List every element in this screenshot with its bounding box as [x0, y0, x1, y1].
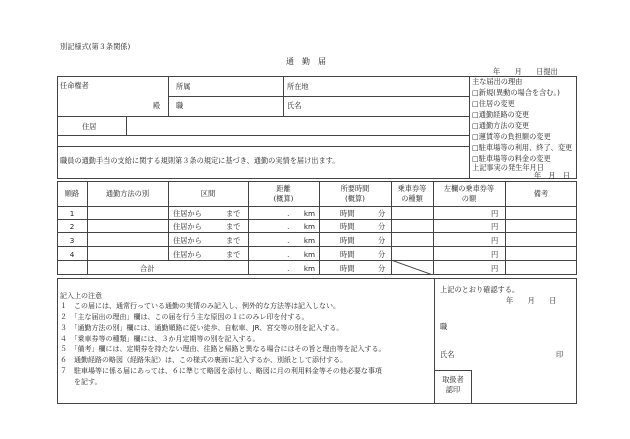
affiliation-label: 所属 — [176, 82, 191, 91]
route-number: 1 — [69, 209, 75, 218]
total-diagonal — [391, 260, 433, 275]
distance-cell[interactable]: . km — [287, 209, 315, 218]
submission-date: 年 月 日提出 — [493, 67, 558, 76]
note-item: ５ 「備考」欄には、定期券を持たない理由、往路と帰路と異なる場合にはその旨と理由等を記入する。 — [60, 345, 386, 353]
total-time-minutes[interactable]: 分 — [378, 264, 386, 273]
handler-label: 取扱者 認印 — [442, 375, 464, 394]
section-to: まで — [226, 222, 241, 231]
reason-route-change[interactable]: □通勤経路の変更 — [472, 110, 530, 119]
total-yen[interactable]: 円 — [491, 264, 499, 273]
route-number: 4 — [69, 250, 75, 259]
time-hours[interactable]: 時間 — [340, 209, 355, 218]
honorific: 殿 — [153, 101, 161, 110]
col-distance-header: 距離 (概算) — [273, 184, 294, 203]
ticket-yen[interactable]: 円 — [491, 209, 499, 218]
reason-parking-fee[interactable]: □駐車場等の料金の変更 — [472, 154, 551, 163]
col-route-header: 順路 — [64, 189, 80, 198]
time-hours[interactable]: 時間 — [340, 222, 355, 231]
note-item: ４ 「乗車券等の種類」欄には、３か月定期等の別を記入する。 — [60, 335, 260, 343]
form-title: 通 勤 届 — [286, 57, 326, 66]
section-to: まで — [226, 250, 241, 259]
note-item: ２ 「主な届出の理由」欄は、この届を行う主な原因の１にのみレ印を付する。 — [60, 313, 309, 321]
location-label: 所在地 — [287, 82, 309, 91]
reason-parking-usage[interactable]: □駐車場等の利用、終了、変更 — [472, 143, 573, 152]
total-time-hours[interactable]: 時間 — [340, 264, 355, 273]
total-label: 合計 — [140, 264, 155, 273]
note-item: ６ 通勤経路の略図（経路朱記）は、この様式の裏面に記入するか、別紙として添付する。 — [60, 356, 347, 364]
confirmation-text: 上記のとおり確認する。 — [440, 285, 520, 294]
distance-cell[interactable]: . km — [287, 236, 315, 245]
appointer-label: 任命権者 — [60, 81, 89, 90]
notes-title: 記入上の注意 — [60, 292, 102, 300]
section-from[interactable]: 住居から — [173, 209, 202, 218]
col-remarks-header: 備考 — [533, 189, 549, 198]
total-distance[interactable]: . km — [287, 264, 315, 273]
section-to: まで — [226, 236, 241, 245]
time-minutes[interactable]: 分 — [378, 209, 386, 218]
confirmation-date: 年 月 日 — [506, 296, 557, 305]
form-number: 別記様式(第３条関係) — [60, 42, 131, 51]
residence-label: 住居 — [82, 122, 97, 131]
distance-cell[interactable]: . km — [287, 250, 315, 259]
section-from[interactable]: 住居から — [173, 222, 202, 231]
section-to: まで — [226, 209, 241, 218]
time-hours[interactable]: 時間 — [340, 236, 355, 245]
col-ticket-amount-header: 左欄の乗車券等 の額 — [443, 184, 495, 203]
seal-mark: 印 — [556, 350, 564, 359]
route-number: 3 — [69, 236, 75, 245]
event-date-value: 年 月 日 — [534, 171, 570, 180]
declaration-text: 職員の通勤手当の支給に関する規則第３条の規定に基づき、通勤の実情を届け出ます。 — [60, 156, 340, 165]
reason-fare-change[interactable]: □運賃等の負担額の変更 — [472, 132, 551, 141]
col-method-header: 通勤方法の別 — [105, 189, 150, 198]
distance-cell[interactable]: . km — [287, 222, 315, 231]
col-time-header: 所要時間 (概算) — [340, 184, 370, 203]
col-ticket-type-header: 乗車券等 の種類 — [397, 184, 427, 203]
reason-new[interactable]: □新規(異動の場合を含む｡) — [472, 88, 560, 97]
confirmer-position-label: 職 — [440, 322, 448, 331]
time-minutes[interactable]: 分 — [378, 236, 386, 245]
note-item: ７ 駐車場等に係る届にあっては、６に準じて略図を添付し、略図に月の利用料金等その他必要な事項 — [60, 367, 382, 375]
time-minutes[interactable]: 分 — [378, 250, 386, 259]
reason-method-change[interactable]: □通勤方法の変更 — [472, 121, 530, 130]
note-item: １ この届には、通常行っている通勤の実情のみ記入し、例外的な方法等は記入しない。 — [60, 302, 340, 310]
section-from[interactable]: 住居から — [173, 250, 202, 259]
event-date-label: 上記事実の発生年月日 — [472, 163, 544, 172]
time-hours[interactable]: 時間 — [340, 250, 355, 259]
reason-residence-change[interactable]: □住居の変更 — [472, 99, 515, 108]
reasons-title: 主な届出の理由 — [472, 77, 523, 86]
note-item: ３ 「通勤方法の別」欄には、通勤順路に従い徒歩、自転車、JR、宮交等の別を記入する。 — [60, 324, 344, 332]
ticket-yen[interactable]: 円 — [491, 250, 499, 259]
section-from[interactable]: 住居から — [173, 236, 202, 245]
confirmer-name-label: 氏名 — [440, 350, 455, 359]
name-label: 氏名 — [287, 101, 302, 110]
position-label: 職 — [176, 101, 184, 110]
ticket-yen[interactable]: 円 — [491, 222, 499, 231]
time-minutes[interactable]: 分 — [378, 222, 386, 231]
route-number: 2 — [69, 222, 75, 231]
ticket-yen[interactable]: 円 — [491, 236, 499, 245]
col-section-header: 区間 — [200, 189, 216, 198]
note-item: を記す。 — [60, 378, 102, 386]
